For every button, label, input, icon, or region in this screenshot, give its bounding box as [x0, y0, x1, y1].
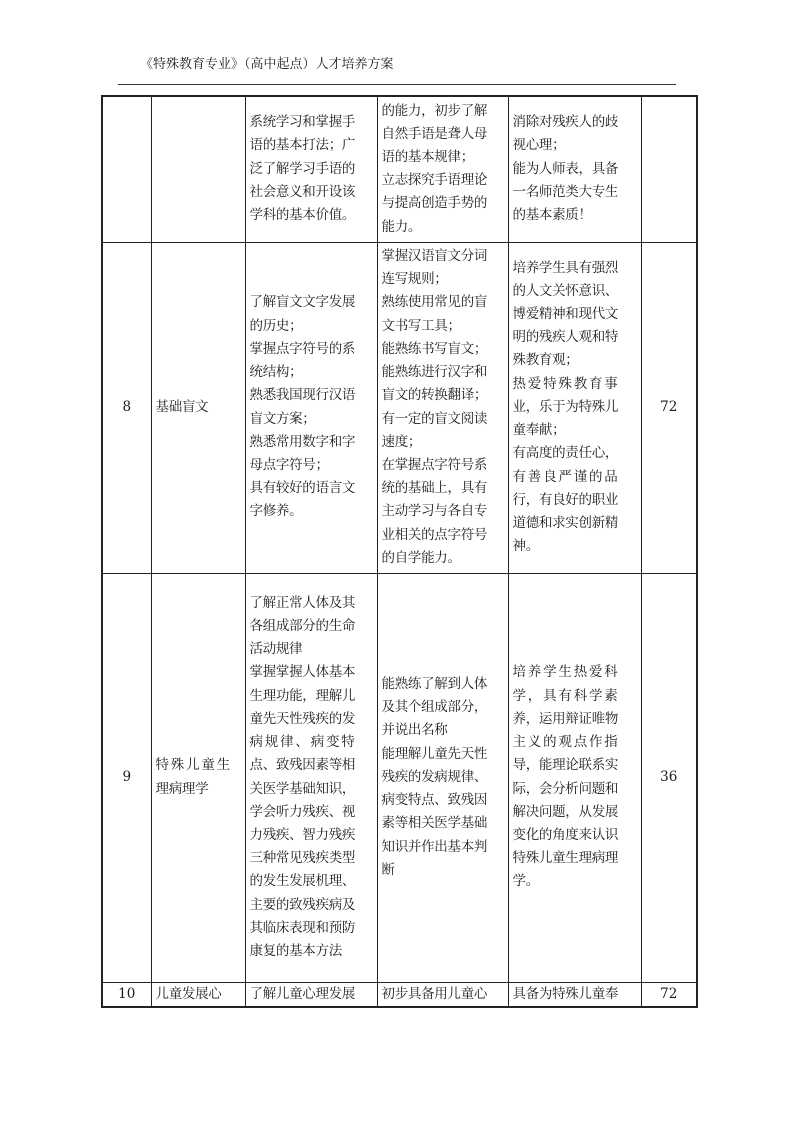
header-divider	[118, 84, 676, 85]
knowledge-line: 具有较好的语言文	[249, 480, 356, 497]
quality-line: 道德和求实创新精	[512, 514, 619, 531]
ability-line: 有一定的盲文阅读	[381, 410, 488, 427]
knowledge-line: 泛了解学习手语的	[249, 160, 356, 177]
table-row	[102, 96, 697, 242]
knowledge-line: 学科的基本价值。	[249, 207, 356, 224]
quality-line: 主义的观点作指	[512, 734, 620, 751]
knowledge-line: 系统学习和掌握手	[249, 114, 356, 131]
knowledge-line: 各组成部分的生命	[249, 618, 356, 635]
ability-line: 盲文的转换翻译；	[381, 387, 488, 404]
knowledge-line: 三种常见残疾类型	[249, 850, 356, 867]
row-number: 10	[102, 982, 151, 1007]
ability-goals	[377, 573, 508, 982]
ability-line: 语的基本规律；	[381, 149, 474, 166]
ability-line: 素等相关医学基础	[381, 815, 488, 832]
knowledge-line: 语的基本打法；广	[249, 137, 356, 154]
ability-line: 业相关的点字符号	[381, 526, 488, 543]
quality-line: 的人文关怀意识、	[512, 282, 619, 299]
knowledge-line: 母点字符号；	[249, 456, 329, 473]
quality-line: 消除对残疾人的歧	[512, 114, 619, 131]
ability-line: 统的基础上，具有	[381, 480, 488, 497]
ability-line: 病变特点、致残因	[381, 792, 488, 809]
ability-line: 能熟练了解到人体	[381, 676, 488, 693]
ability-line: 自然手语是聋人母	[381, 125, 488, 142]
course-name	[151, 242, 245, 573]
quality-line: 神。	[512, 538, 539, 555]
row-number: 8	[102, 242, 151, 573]
ability-line: 并说出名称	[381, 722, 448, 739]
quality-line: 变化的角度来认识	[512, 826, 619, 843]
quality-line: 殊教育观；	[512, 352, 579, 369]
table-row	[102, 573, 697, 982]
ability-line: 的能力，初步了解	[381, 102, 488, 119]
knowledge-line: 关医学基础知识，	[249, 780, 356, 797]
quality-line: 明的残疾人观和特	[512, 329, 619, 346]
knowledge-line: 统结构；	[249, 364, 303, 381]
knowledge-line: 掌握掌握人体基本	[249, 664, 356, 681]
knowledge-goals	[245, 96, 377, 242]
course-line: 儿童发展心	[155, 985, 222, 1002]
ability-line: 速度；	[381, 433, 422, 450]
ability-line: 知识并作出基本判	[381, 838, 488, 855]
quality-line: 的基本素质！	[512, 207, 592, 224]
quality-line: 培养学生具有强烈	[512, 259, 619, 276]
knowledge-line: 的历史；	[249, 317, 303, 334]
knowledge-line: 点、致残因素等相	[249, 757, 356, 774]
quality-line: 学，具有科学素	[512, 687, 620, 704]
knowledge-line: 社会意义和开设该	[249, 183, 356, 200]
knowledge-line: 的发生发展机理、	[249, 873, 356, 890]
ability-line: 初步具备用儿童心	[381, 985, 488, 1002]
quality-line: 养，运用辩证唯物	[512, 710, 619, 727]
ability-line: 在掌握点字符号系	[381, 456, 488, 473]
knowledge-line: 了解儿童心理发展	[249, 985, 356, 1002]
ability-line: 能理解儿童先天性	[381, 745, 488, 762]
quality-goals	[508, 982, 641, 1007]
knowledge-goals	[245, 242, 377, 573]
quality-line: 博爱精神和现代文	[512, 306, 619, 323]
quality-line: 一名师范类大专生	[512, 183, 619, 200]
knowledge-line: 力残疾、智力残疾	[249, 826, 356, 843]
quality-line: 有高度的责任心，	[512, 445, 619, 462]
course-line: 特殊儿童生	[155, 757, 232, 774]
quality-line: 业，乐于为特殊儿	[512, 398, 619, 415]
knowledge-goals	[245, 573, 377, 982]
quality-line: 导，能理论联系实	[512, 757, 619, 774]
quality-goals	[508, 573, 641, 982]
ability-line: 熟练使用常见的盲	[381, 294, 488, 311]
page-header: 《特殊教育专业》（高中起点）人才培养方案	[140, 57, 394, 72]
ability-line: 连写规则；	[381, 271, 448, 288]
quality-line: 有善良严谨的品	[512, 468, 620, 485]
knowledge-line: 其临床表现和预防	[249, 919, 356, 936]
quality-line: 解决问题，从发展	[512, 803, 619, 820]
row-number: 9	[102, 573, 151, 982]
knowledge-line: 学会听力残疾、视	[249, 803, 356, 820]
quality-line: 际，会分析问题和	[512, 780, 619, 797]
course-name	[151, 982, 245, 1007]
quality-line: 培养学生热爱科	[512, 664, 620, 681]
knowledge-line: 字修养。	[249, 503, 303, 520]
class-hours: 72	[641, 982, 697, 1007]
knowledge-line: 熟悉我国现行汉语	[249, 387, 356, 404]
ability-line: 文书写工具；	[381, 317, 461, 334]
quality-line: 学。	[512, 873, 539, 890]
knowledge-line: 了解盲文文字发展	[249, 294, 356, 311]
course-line: 基础盲文	[155, 398, 209, 415]
quality-goals	[508, 96, 641, 242]
quality-line: 童奉献；	[512, 422, 566, 439]
knowledge-line: 熟悉常用数字和字	[249, 433, 356, 450]
table-row	[102, 242, 697, 573]
knowledge-line: 掌握点字符号的系	[249, 340, 356, 357]
knowledge-line: 病规律、病变特	[249, 734, 357, 751]
knowledge-line: 童先天性残疾的发	[249, 710, 356, 727]
quality-line: 特殊儿童生理病理	[512, 850, 619, 867]
ability-line: 能熟练书写盲文；	[381, 340, 488, 357]
quality-line: 行，有良好的职业	[512, 491, 619, 508]
ability-goals	[377, 96, 508, 242]
quality-goals	[508, 242, 641, 573]
ability-line: 残疾的发病规律、	[381, 768, 488, 785]
ability-goals	[377, 982, 508, 1007]
ability-line: 掌握汉语盲文分词	[381, 248, 488, 265]
ability-line: 与提高创造手势的	[381, 195, 488, 212]
ability-line: 主动学习与各自专	[381, 503, 488, 520]
knowledge-line: 活动规律	[249, 641, 303, 658]
curriculum-table	[101, 95, 698, 1008]
ability-line: 断	[381, 861, 395, 878]
knowledge-line: 盲文方案；	[249, 410, 316, 427]
class-hours: 36	[641, 573, 697, 982]
ability-line: 立志探究手语理论	[381, 172, 488, 189]
quality-line: 视心理；	[512, 137, 566, 154]
quality-line: 具备为特殊儿童奉	[512, 985, 619, 1002]
course-name	[151, 96, 245, 242]
course-name	[151, 573, 245, 982]
ability-line: 能力。	[381, 218, 422, 235]
ability-line: 的自学能力。	[381, 549, 461, 566]
knowledge-line: 生理功能，理解儿	[249, 687, 356, 704]
knowledge-line: 主要的致残疾病及	[249, 896, 356, 913]
course-line: 理病理学	[155, 780, 209, 797]
ability-goals	[377, 242, 508, 573]
table-row	[102, 982, 697, 1007]
class-hours	[641, 96, 697, 242]
class-hours: 72	[641, 242, 697, 573]
knowledge-line: 了解正常人体及其	[249, 594, 356, 611]
quality-line: 能为人师表，具备	[512, 160, 619, 177]
quality-line: 热爱特殊教育事	[512, 375, 620, 392]
row-number	[102, 96, 151, 242]
ability-line: 及其个组成部分，	[381, 699, 488, 716]
knowledge-goals	[245, 982, 377, 1007]
knowledge-line: 康复的基本方法	[249, 942, 342, 959]
ability-line: 能熟练进行汉字和	[381, 364, 488, 381]
